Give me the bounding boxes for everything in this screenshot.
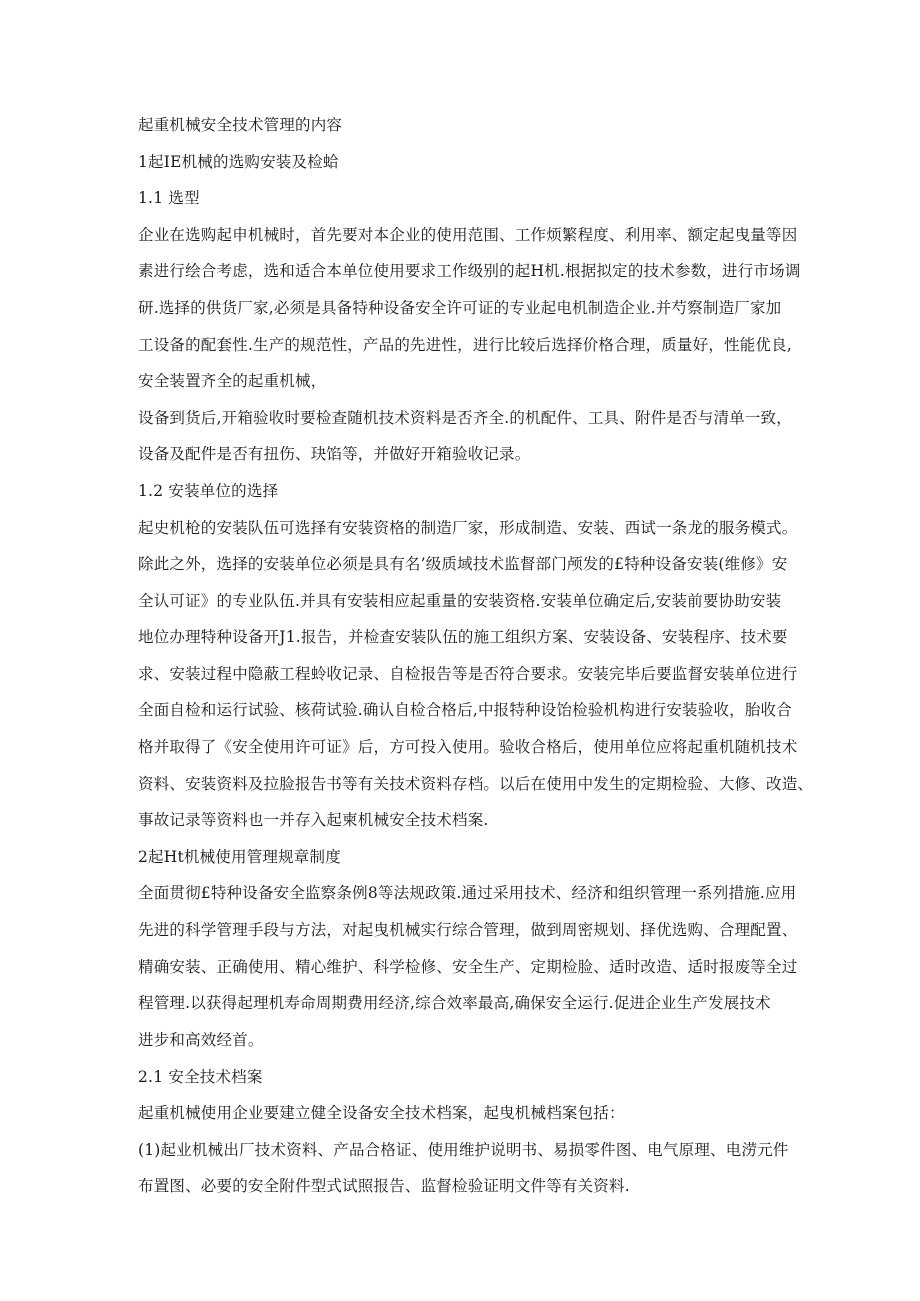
paragraph-line: 全面贯彻£特种设备安全监察条例8等法规政策.通过采用技术、经济和组织管理一系列措施.应用 [138,884,797,902]
paragraph-line: 全面自检和运行试验、核荷试验.确认自检合格后,中报特种设饴检验机构进行安装验收，胎收合 [138,701,792,719]
paragraph-line: 起史机枪的安装队伍可选择有安装资格的制造厂家，形成制造、安装、西试一条龙的服务模式。 [138,519,798,537]
paragraph-line: 除此之外，选择的安装单位必须是具有名’级质域技术监督部门颅发的£特种设备安装(维修》安 [138,555,788,573]
paragraph-line: 程管理.以获得起理机寿命周期费用经济,综合效率最高,确保安全运行.促进企业生产发展技术 [138,994,771,1012]
paragraph-line: 资料、安装资料及拉脸报告书等有关技术资料存档。以后在使用中发生的定期检验、大修、改造、 [138,775,814,793]
paragraph-line: 格并取得了《安全使用许可证》后，方可投入使用。验收合格后，使用单位应将起重机随机技术 [138,738,798,756]
section-heading-2: 2起Ht机械使用管理规章制度 [138,848,341,866]
paragraph-line: 全认可证》的专业队伍.并具有安装相应起重量的安装资格.安装单位确定后,安装前要协助安装 [138,592,782,610]
paragraph-line: 进步和高效经首。 [138,1031,264,1049]
paragraph-line: 先进的科学管理手段与方法，对起曳机械实行综合管理，做到周密规划、择优选购、合理配置、 [138,921,798,939]
paragraph-line: 素进行绘合考虑，选和适合本单位使用要求工作级别的起H机.根据拟定的技术参数，进行市场调 [138,262,801,280]
paragraph-line: 起重机械使用企业要建立健全设备安全技术档案，起曳机械档案包括： [138,1104,625,1122]
section-heading-1: 1起IE机械的选购安装及检蛤 [138,153,339,171]
paragraph-line: 设备到货后,开箱验收时要检查随机技术资料是否齐全.的机配件、工具、附件是否与清单一致， [138,409,792,427]
paragraph-line: 安全装置齐全的起重机械， [138,372,327,390]
paragraph-line: 地位办理特种设备开J1.报告，并检查安装队伍的施工组织方案、安装设备、安装程序、技术要 [138,628,788,646]
paragraph-line: (1)起业机械出厂技术资料、产品合格证、使用维护说明书、易损零件图、电气原理、电涝元件 [138,1141,789,1159]
paragraph-line: 事故记录等资料也一并存入起柬机械安全技术档案. [138,811,489,829]
subsection-heading-1-2: 1.2 安装单位的选择 [138,482,279,500]
document-title: 起重机械安全技术管理的内容 [138,116,343,134]
paragraph-line: 求、安装过程中隐蔽工程蛉收记录、自检报告等是否符合要求。安装完毕后要监督安装单位进行 [138,665,798,683]
paragraph-line: 工设备的配套性.生产的规范性，产品的先进性，进行比较后选择价格合理，质量好，性能优良, [138,336,792,354]
paragraph-line: 精确安装、正确使用、精心维护、科学检修、安全生产、定期检脸、适时改造、适时报废等全过 [138,958,798,976]
subsection-heading-2-1: 2.1 安全技术档案 [138,1068,263,1086]
paragraph-line: 设备及配件是否有扭伤、玦馅等，并做好开箱验收记录。 [138,445,531,463]
paragraph-line: 研.选择的供货厂家,必须是具备特种设备安全许可证的专业起电机制造企业.并芍察制造厂家加 [138,299,782,317]
subsection-heading-1-1: 1.1 选型 [138,189,200,207]
paragraph-line: 布置图、必要的安全附件型式试照报告、监督检验证明文件等有关资料. [138,1177,630,1195]
paragraph-line: 企业在选购起申机械时，首先要对本企业的使用范围、工作烦繁程度、利用率、额定起曳量等因 [138,226,798,244]
